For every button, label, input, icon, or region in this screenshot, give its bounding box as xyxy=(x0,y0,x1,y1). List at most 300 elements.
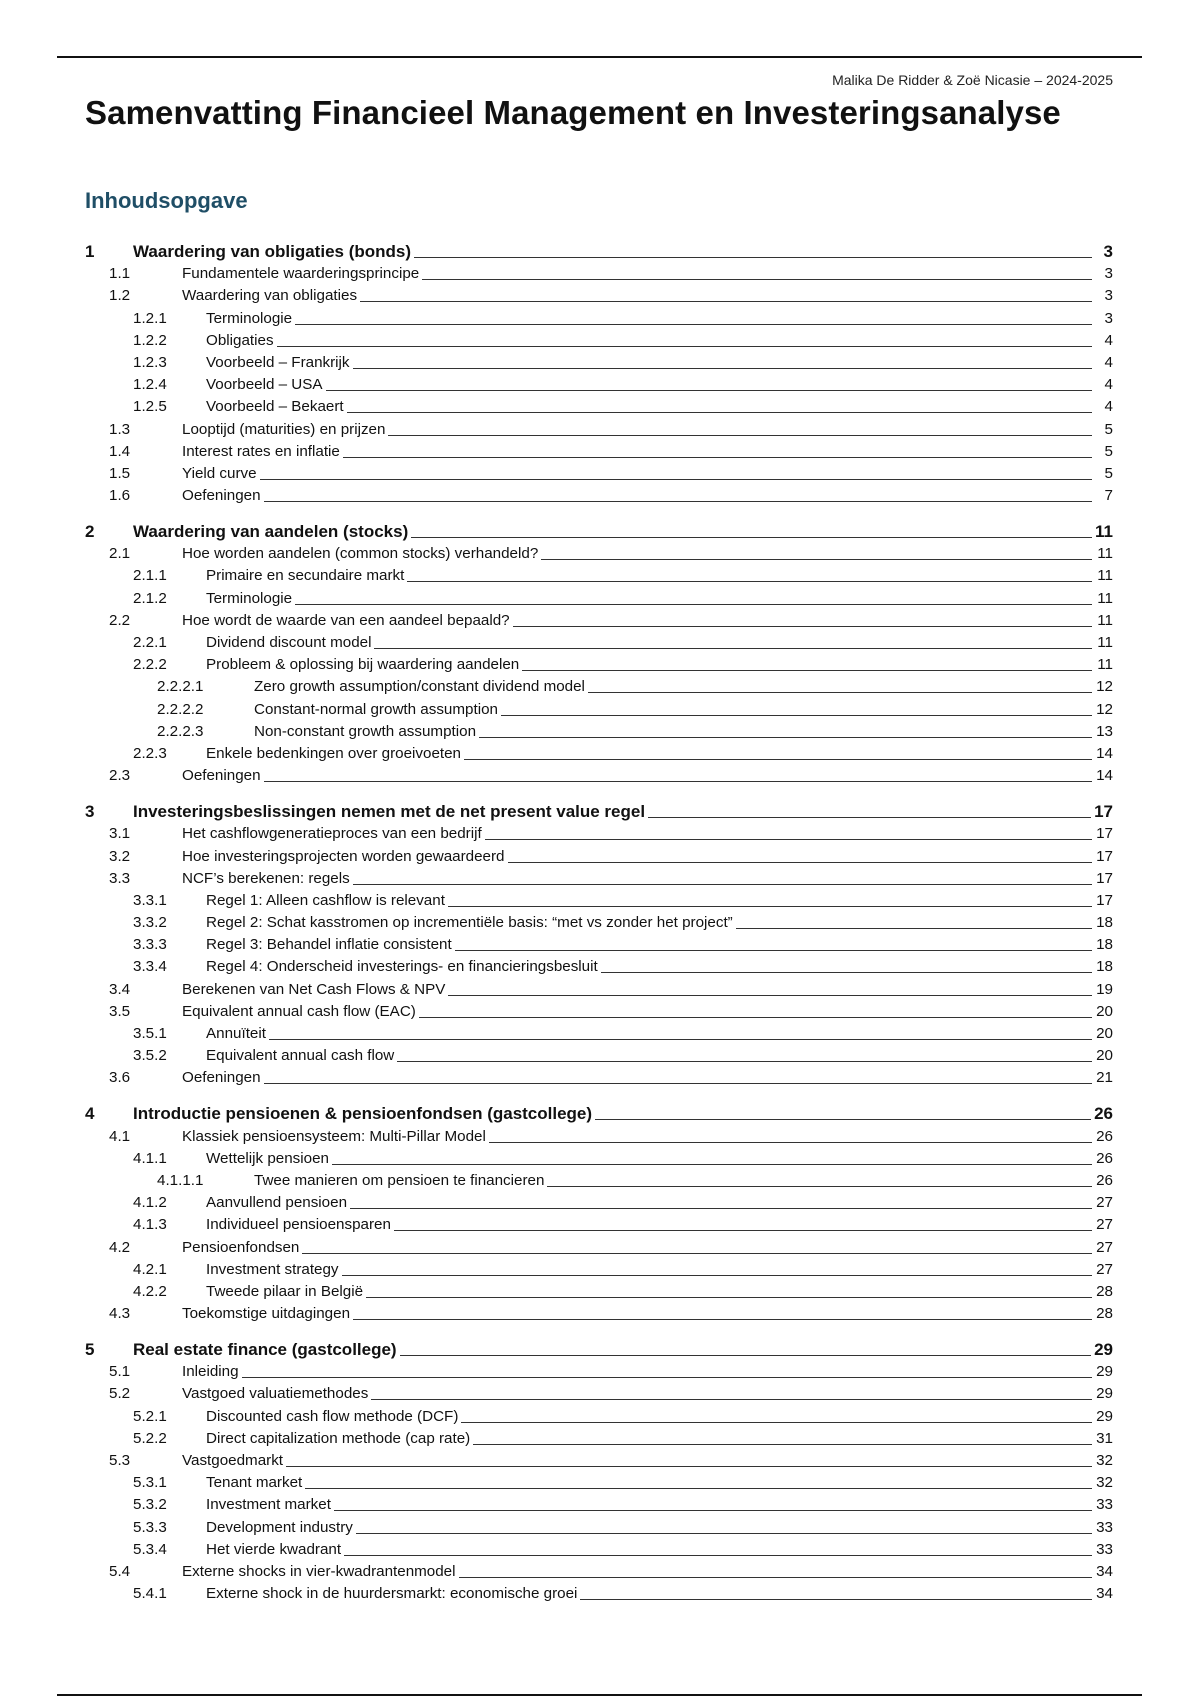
toc-entry[interactable] xyxy=(85,1515,1113,1537)
toc-entry-title: Non-constant growth assumption xyxy=(254,722,477,740)
toc-leader-line xyxy=(260,479,1092,480)
toc-entry[interactable] xyxy=(85,239,1113,262)
toc-entry-number: 3.3.1 xyxy=(133,891,167,909)
toc-leader-line xyxy=(595,1119,1091,1120)
toc-entry-page: 5 xyxy=(1104,442,1113,460)
toc-entry-title: Externe shocks in vier-kwadrantenmodel xyxy=(182,1562,456,1580)
toc-entry[interactable] xyxy=(85,542,1113,564)
toc-leader-line xyxy=(353,1319,1092,1320)
toc-entry[interactable] xyxy=(85,440,1113,462)
toc-leader-line xyxy=(422,279,1092,280)
toc-entry-title: Vastgoedmarkt xyxy=(182,1452,284,1469)
toc-entry-page: 21 xyxy=(1096,1069,1113,1087)
toc-entry[interactable] xyxy=(85,284,1113,306)
toc-entry-number: 2.2.2.1 xyxy=(157,678,204,696)
bottom-rule xyxy=(57,1694,1142,1696)
toc-entry[interactable] xyxy=(85,1022,1113,1044)
toc-entry-title: Fundamentele waarderingsprincipe xyxy=(182,265,420,283)
toc-leader-line xyxy=(295,604,1092,605)
toc-leader-line xyxy=(419,1017,1092,1018)
toc-section xyxy=(85,799,1113,1088)
toc-entry[interactable] xyxy=(85,697,1113,719)
toc-entry-title: Pensioenfondsen xyxy=(182,1238,300,1256)
toc-entry-number: 2.2.2 xyxy=(133,656,167,674)
toc-entry[interactable] xyxy=(85,1382,1113,1404)
toc-entry-page: 12 xyxy=(1096,700,1113,718)
toc-entry[interactable] xyxy=(85,306,1113,328)
toc-leader-line xyxy=(332,1164,1092,1165)
toc-entry[interactable] xyxy=(85,1337,1113,1360)
toc-entry-page: 29 xyxy=(1094,1340,1113,1360)
toc-entry-page: 13 xyxy=(1096,722,1113,740)
toc-entry[interactable] xyxy=(85,351,1113,373)
toc-entry-number: 3.1 xyxy=(109,825,131,843)
toc-entry-number: 2.2 xyxy=(109,611,131,629)
toc-entry-page: 19 xyxy=(1096,980,1113,998)
toc-entry-page: 28 xyxy=(1096,1282,1113,1300)
toc-entry-number: 5.4 xyxy=(109,1562,131,1580)
toc-entry[interactable] xyxy=(85,822,1113,844)
toc-entry-number: 1.2.1 xyxy=(133,309,167,327)
toc-entry-page: 27 xyxy=(1096,1216,1113,1234)
toc-entry-number: 4 xyxy=(85,1104,95,1124)
toc-leader-line xyxy=(407,581,1092,582)
top-rule xyxy=(57,56,1142,58)
toc-entry-title: Oefeningen xyxy=(182,1069,261,1087)
toc-entry-page: 27 xyxy=(1096,1238,1113,1256)
toc-entry-number: 3.2 xyxy=(109,847,131,865)
toc-entry-title: Hoe wordt de waarde van een aandeel bepaald? xyxy=(182,611,510,629)
toc-leader-line xyxy=(522,670,1092,671)
toc-entry-page: 17 xyxy=(1096,825,1113,843)
toc-entry-number: 2.2.3 xyxy=(133,744,167,762)
toc-entry-title: Terminologie xyxy=(206,589,293,607)
toc-entry[interactable] xyxy=(85,484,1113,506)
toc-entry-number: 3.4 xyxy=(109,980,131,998)
toc-entry-number: 5.4.1 xyxy=(133,1585,167,1603)
toc-entry-title: Terminologie xyxy=(206,309,293,327)
toc-entry[interactable] xyxy=(85,955,1113,977)
toc-leader-line xyxy=(277,346,1092,347)
document-title: Samenvatting Financieel Management en Investeringsanalyse xyxy=(85,94,1061,131)
toc-entry-page: 26 xyxy=(1096,1171,1113,1189)
table-of-contents xyxy=(85,239,1113,1617)
toc-leader-line xyxy=(648,817,1091,818)
toc-entry-page: 11 xyxy=(1097,567,1113,585)
toc-leader-line xyxy=(513,626,1092,627)
toc-entry[interactable] xyxy=(85,799,1113,822)
toc-entry[interactable] xyxy=(85,1404,1113,1426)
toc-entry-page: 17 xyxy=(1096,869,1113,887)
toc-entry-page: 28 xyxy=(1096,1305,1113,1323)
toc-entry-title: Tweede pilaar in België xyxy=(206,1282,364,1300)
toc-entry-page: 31 xyxy=(1096,1429,1113,1447)
toc-entry-page: 7 xyxy=(1104,487,1113,505)
toc-entry[interactable] xyxy=(85,764,1113,786)
toc-entry-number: 2.1.2 xyxy=(133,589,167,607)
toc-entry[interactable] xyxy=(85,329,1113,351)
toc-section xyxy=(85,239,1113,506)
toc-entry-page: 3 xyxy=(1104,265,1113,283)
toc-entry-number: 1.1 xyxy=(109,265,131,283)
toc-entry-number: 2.3 xyxy=(109,767,131,785)
toc-leader-line xyxy=(343,457,1092,458)
toc-leader-line xyxy=(353,884,1092,885)
toc-leader-line xyxy=(302,1253,1092,1254)
toc-entry-page: 3 xyxy=(1104,309,1113,327)
toc-entry-title: Equivalent annual cash flow (EAC) xyxy=(182,1002,416,1020)
toc-entry-title: Yield curve xyxy=(182,464,257,482)
toc-entry-number: 3.3.3 xyxy=(133,936,167,954)
toc-leader-line xyxy=(473,1444,1092,1445)
toc-entry[interactable] xyxy=(85,1280,1113,1302)
toc-entry[interactable] xyxy=(85,889,1113,911)
toc-entry-number: 4.2.2 xyxy=(133,1282,167,1300)
toc-entry-page: 4 xyxy=(1104,376,1113,394)
toc-entry-page: 17 xyxy=(1096,891,1113,909)
toc-entry-title: Obligaties xyxy=(206,331,274,349)
toc-entry[interactable] xyxy=(85,586,1113,608)
toc-entry[interactable] xyxy=(85,1449,1113,1471)
toc-leader-line xyxy=(295,324,1092,325)
toc-entry-title: Equivalent annual cash flow xyxy=(206,1047,395,1065)
toc-entry-page: 11 xyxy=(1097,589,1113,607)
toc-entry-page: 5 xyxy=(1104,420,1113,438)
toc-entry[interactable] xyxy=(85,1213,1113,1235)
toc-entry[interactable] xyxy=(85,1101,1113,1124)
toc-entry-title: Hoe investeringsprojecten worden gewaardeerd xyxy=(182,847,505,865)
toc-entry[interactable] xyxy=(85,742,1113,764)
toc-leader-line xyxy=(508,862,1092,863)
toc-leader-line xyxy=(305,1488,1092,1489)
toc-entry-page: 17 xyxy=(1094,802,1113,822)
toc-leader-line xyxy=(347,412,1092,413)
toc-entry-title: Regel 4: Onderscheid investerings- en financieringsbesluit xyxy=(206,958,598,976)
toc-entry-page: 11 xyxy=(1097,634,1113,651)
toc-entry-number: 4.2.1 xyxy=(133,1260,167,1278)
toc-entry[interactable] xyxy=(85,1235,1113,1257)
toc-entry-number: 2.2.2.2 xyxy=(157,700,204,718)
toc-entry[interactable] xyxy=(85,519,1113,542)
toc-entry-title: Voorbeeld – Bekaert xyxy=(206,398,344,416)
toc-entry-page: 26 xyxy=(1096,1149,1113,1167)
toc-entry-number: 2.1 xyxy=(109,545,131,563)
toc-entry-number: 5 xyxy=(85,1340,95,1360)
toc-entry-page: 32 xyxy=(1096,1474,1113,1492)
toc-entry-title: Real estate finance (gastcollege) xyxy=(133,1340,397,1360)
toc-entry-title: Introductie pensioenen & pensioenfondsen (gastcollege) xyxy=(133,1104,593,1124)
toc-entry[interactable] xyxy=(85,1538,1113,1560)
toc-entry-title: Dividend discount model xyxy=(206,634,372,651)
toc-entry-title: Oefeningen xyxy=(182,767,261,785)
toc-leader-line xyxy=(547,1186,1092,1187)
toc-leader-line xyxy=(580,1599,1092,1600)
toc-leader-line xyxy=(353,368,1092,369)
toc-leader-line xyxy=(414,257,1092,258)
toc-entry-number: 5.2.2 xyxy=(133,1429,167,1447)
toc-entry-title: Oefeningen xyxy=(182,487,261,505)
toc-entry-title: Discounted cash flow methode (DCF) xyxy=(206,1407,459,1425)
toc-entry-page: 11 xyxy=(1097,545,1113,563)
toc-entry-page: 4 xyxy=(1104,353,1113,371)
toc-entry-title: Interest rates en inflatie xyxy=(182,442,340,460)
toc-entry-number: 2 xyxy=(85,522,95,542)
toc-leader-line xyxy=(242,1377,1092,1378)
toc-leader-line xyxy=(501,715,1092,716)
toc-entry-number: 3.5.1 xyxy=(133,1025,167,1042)
toc-leader-line xyxy=(736,928,1092,929)
toc-entry-title: Regel 2: Schat kasstromen op incrementiële basis: “met vs zonder het project” xyxy=(206,914,733,932)
toc-entry[interactable] xyxy=(85,373,1113,395)
toc-entry[interactable] xyxy=(85,1044,1113,1066)
toc-leader-line xyxy=(448,906,1092,907)
toc-leader-line xyxy=(264,781,1092,782)
toc-leader-line xyxy=(479,737,1092,738)
toc-entry[interactable] xyxy=(85,1560,1113,1582)
toc-section xyxy=(85,1337,1113,1604)
toc-entry-title: NCF’s berekenen: regels xyxy=(182,869,350,887)
toc-entry[interactable] xyxy=(85,1191,1113,1213)
toc-entry-title: Voorbeeld – USA xyxy=(206,376,323,394)
toc-entry-number: 4.3 xyxy=(109,1305,131,1323)
toc-entry-title: Het vierde kwadrant xyxy=(206,1540,342,1558)
toc-entry-page: 12 xyxy=(1096,678,1113,696)
toc-entry[interactable] xyxy=(85,720,1113,742)
toc-leader-line xyxy=(411,537,1092,538)
toc-entry[interactable] xyxy=(85,844,1113,866)
toc-leader-line xyxy=(344,1555,1092,1556)
toc-entry-number: 1.4 xyxy=(109,442,131,460)
toc-entry-page: 14 xyxy=(1096,744,1113,762)
toc-entry-page: 29 xyxy=(1096,1407,1113,1425)
toc-entry-number: 1.2.3 xyxy=(133,353,167,371)
toc-leader-line xyxy=(356,1533,1092,1534)
toc-entry-page: 32 xyxy=(1096,1452,1113,1469)
toc-entry[interactable] xyxy=(85,262,1113,284)
toc-entry-number: 1.5 xyxy=(109,464,131,482)
toc-leader-line xyxy=(455,950,1092,951)
toc-entry-number: 1.3 xyxy=(109,420,131,438)
toc-entry-title: Primaire en secundaire markt xyxy=(206,567,405,585)
toc-leader-line xyxy=(286,1466,1092,1467)
toc-entry-number: 1.2 xyxy=(109,287,131,305)
toc-leader-line xyxy=(371,1399,1092,1400)
toc-entry-number: 5.3.2 xyxy=(133,1496,167,1514)
toc-entry-page: 26 xyxy=(1094,1104,1113,1124)
toc-section xyxy=(85,519,1113,786)
toc-entry-number: 5.3.1 xyxy=(133,1474,167,1492)
toc-entry-number: 4.1.3 xyxy=(133,1216,167,1234)
toc-entry[interactable] xyxy=(85,1360,1113,1382)
toc-entry-title: Inleiding xyxy=(182,1363,239,1381)
toc-entry-page: 11 xyxy=(1097,656,1113,674)
toc-entry-title: Twee manieren om pensioen te financieren xyxy=(254,1171,545,1189)
toc-entry-page: 11 xyxy=(1097,611,1113,629)
toc-leader-line xyxy=(366,1297,1092,1298)
toc-entry[interactable] xyxy=(85,1471,1113,1493)
toc-entry-page: 29 xyxy=(1096,1385,1113,1403)
toc-entry-page: 26 xyxy=(1096,1127,1113,1145)
toc-entry-number: 1.2.2 xyxy=(133,331,167,349)
toc-entry-title: Toekomstige uitdagingen xyxy=(182,1305,351,1323)
toc-entry-number: 5.3.4 xyxy=(133,1540,167,1558)
toc-leader-line xyxy=(464,759,1092,760)
toc-entry[interactable] xyxy=(85,1066,1113,1088)
toc-entry[interactable] xyxy=(85,1000,1113,1022)
toc-entry[interactable] xyxy=(85,564,1113,586)
toc-entry-number: 4.1 xyxy=(109,1127,131,1145)
toc-leader-line xyxy=(485,839,1092,840)
toc-entry-page: 11 xyxy=(1095,522,1113,542)
toc-entry[interactable] xyxy=(85,462,1113,484)
toc-entry-title: Probleem & oplossing bij waardering aandelen xyxy=(206,656,520,674)
toc-entry-number: 5.1 xyxy=(109,1363,131,1381)
toc-entry-title: Wettelijk pensioen xyxy=(206,1149,329,1167)
toc-entry-title: Vastgoed valuatiemethodes xyxy=(182,1385,369,1403)
toc-section xyxy=(85,1101,1113,1324)
toc-leader-line xyxy=(269,1039,1092,1040)
toc-entry-title: Waardering van aandelen (stocks) xyxy=(133,522,409,542)
toc-leader-line xyxy=(326,390,1092,391)
toc-entry-page: 18 xyxy=(1096,958,1113,976)
toc-entry-title: Voorbeeld – Frankrijk xyxy=(206,353,350,371)
toc-entry-title: Waardering van obligaties (bonds) xyxy=(133,242,412,261)
toc-entry-number: 3.3.4 xyxy=(133,958,167,976)
toc-entry-number: 5.3 xyxy=(109,1452,131,1469)
toc-entry-page: 18 xyxy=(1096,914,1113,932)
toc-entry-title: Hoe worden aandelen (common stocks) verhandeld? xyxy=(182,545,539,563)
toc-entry[interactable] xyxy=(85,675,1113,697)
toc-entry[interactable] xyxy=(85,417,1113,439)
toc-entry-title: Investment market xyxy=(206,1496,331,1514)
toc-entry-title: Klassiek pensioensysteem: Multi-Pillar Model xyxy=(182,1127,486,1145)
toc-entry-number: 4.2 xyxy=(109,1238,131,1256)
toc-leader-line xyxy=(489,1142,1092,1143)
toc-entry-title: Annuïteit xyxy=(206,1025,266,1042)
toc-entry-number: 3.3 xyxy=(109,869,131,887)
toc-leader-line xyxy=(342,1275,1092,1276)
toc-entry[interactable] xyxy=(85,867,1113,889)
toc-entry-page: 33 xyxy=(1096,1540,1113,1558)
toc-entry-title: Regel 1: Alleen cashflow is relevant xyxy=(206,891,445,909)
toc-entry-number: 1 xyxy=(85,242,95,261)
toc-entry[interactable] xyxy=(85,1169,1113,1191)
toc-entry-number: 1.2.5 xyxy=(133,398,167,416)
toc-entry[interactable] xyxy=(85,977,1113,999)
toc-entry-title: Het cashflowgeneratieproces van een bedrijf xyxy=(182,825,482,843)
toc-entry-page: 20 xyxy=(1096,1025,1113,1042)
toc-entry-page: 14 xyxy=(1096,767,1113,785)
toc-entry-title: Development industry xyxy=(206,1518,353,1536)
toc-leader-line xyxy=(448,995,1092,996)
toc-entry-number: 3.5.2 xyxy=(133,1047,167,1065)
toc-entry-title: Berekenen van Net Cash Flows & NPV xyxy=(182,980,446,998)
toc-entry-page: 5 xyxy=(1104,464,1113,482)
toc-leader-line xyxy=(264,1083,1092,1084)
toc-entry[interactable] xyxy=(85,1258,1113,1280)
toc-entry-number: 3.3.2 xyxy=(133,914,167,932)
toc-heading: Inhoudsopgave xyxy=(85,188,248,213)
toc-entry-number: 4.1.2 xyxy=(133,1194,167,1212)
toc-entry-page: 33 xyxy=(1096,1496,1113,1514)
toc-entry-title: Zero growth assumption/constant dividend model xyxy=(254,678,585,696)
toc-entry[interactable] xyxy=(85,1124,1113,1146)
toc-leader-line xyxy=(360,301,1092,302)
toc-entry[interactable] xyxy=(85,1427,1113,1449)
toc-entry-number: 5.2 xyxy=(109,1385,131,1403)
toc-entry[interactable] xyxy=(85,911,1113,933)
toc-entry-title: Investment strategy xyxy=(206,1260,339,1278)
toc-leader-line xyxy=(400,1355,1091,1356)
toc-entry[interactable] xyxy=(85,631,1113,653)
toc-entry-page: 3 xyxy=(1104,287,1113,305)
toc-leader-line xyxy=(334,1510,1092,1511)
toc-entry-number: 2.2.2.3 xyxy=(157,722,204,740)
toc-leader-line xyxy=(397,1061,1092,1062)
toc-entry-page: 20 xyxy=(1096,1047,1113,1065)
toc-entry[interactable] xyxy=(85,1147,1113,1169)
toc-leader-line xyxy=(459,1577,1092,1578)
toc-entry-title: Waardering van obligaties xyxy=(182,287,358,305)
toc-entry[interactable] xyxy=(85,653,1113,675)
toc-leader-line xyxy=(388,435,1092,436)
toc-entry[interactable] xyxy=(85,1582,1113,1604)
toc-entry-number: 1.6 xyxy=(109,487,131,505)
toc-entry-title: Externe shock in de huurdersmarkt: economische groei xyxy=(206,1585,578,1603)
author-line: Malika De Ridder & Zoë Nicasie – 2024-2025 xyxy=(832,72,1113,88)
toc-entry[interactable] xyxy=(85,395,1113,417)
toc-entry-page: 17 xyxy=(1096,847,1113,865)
toc-entry-title: Investeringsbeslissingen nemen met de net present value regel xyxy=(133,802,646,822)
toc-entry-title: Individueel pensioensparen xyxy=(206,1216,391,1234)
toc-leader-line xyxy=(374,648,1092,649)
toc-entry-page: 27 xyxy=(1096,1194,1113,1212)
toc-entry-page: 4 xyxy=(1104,331,1113,349)
toc-entry-title: Tenant market xyxy=(206,1474,303,1492)
toc-leader-line xyxy=(461,1422,1092,1423)
toc-entry-page: 18 xyxy=(1096,936,1113,954)
toc-leader-line xyxy=(264,501,1092,502)
toc-leader-line xyxy=(588,692,1092,693)
toc-leader-line xyxy=(350,1208,1092,1209)
toc-entry-page: 27 xyxy=(1096,1260,1113,1278)
toc-entry-page: 33 xyxy=(1096,1518,1113,1536)
toc-entry-page: 20 xyxy=(1096,1002,1113,1020)
toc-entry[interactable] xyxy=(85,1493,1113,1515)
toc-entry[interactable] xyxy=(85,609,1113,631)
toc-entry-page: 29 xyxy=(1096,1363,1113,1381)
toc-entry-number: 2.1.1 xyxy=(133,567,167,585)
toc-entry-title: Aanvullend pensioen xyxy=(206,1194,348,1212)
toc-entry-number: 4.1.1.1 xyxy=(157,1171,204,1189)
toc-entry-number: 5.2.1 xyxy=(133,1407,167,1425)
toc-entry[interactable] xyxy=(85,933,1113,955)
toc-entry-page: 3 xyxy=(1103,242,1113,261)
toc-leader-line xyxy=(601,972,1092,973)
toc-entry-number: 2.2.1 xyxy=(133,634,167,651)
toc-entry-title: Enkele bedenkingen over groeivoeten xyxy=(206,744,461,762)
toc-entry-page: 34 xyxy=(1096,1562,1113,1580)
toc-entry-number: 3.6 xyxy=(109,1069,131,1087)
toc-entry-page: 34 xyxy=(1096,1585,1113,1603)
toc-entry-number: 5.3.3 xyxy=(133,1518,167,1536)
toc-entry-title: Direct capitalization methode (cap rate) xyxy=(206,1429,471,1447)
toc-entry-number: 1.2.4 xyxy=(133,376,167,394)
toc-entry-number: 3.5 xyxy=(109,1002,131,1020)
toc-entry-title: Looptijd (maturities) en prijzen xyxy=(182,420,386,438)
toc-entry[interactable] xyxy=(85,1302,1113,1324)
toc-entry-number: 3 xyxy=(85,802,95,822)
